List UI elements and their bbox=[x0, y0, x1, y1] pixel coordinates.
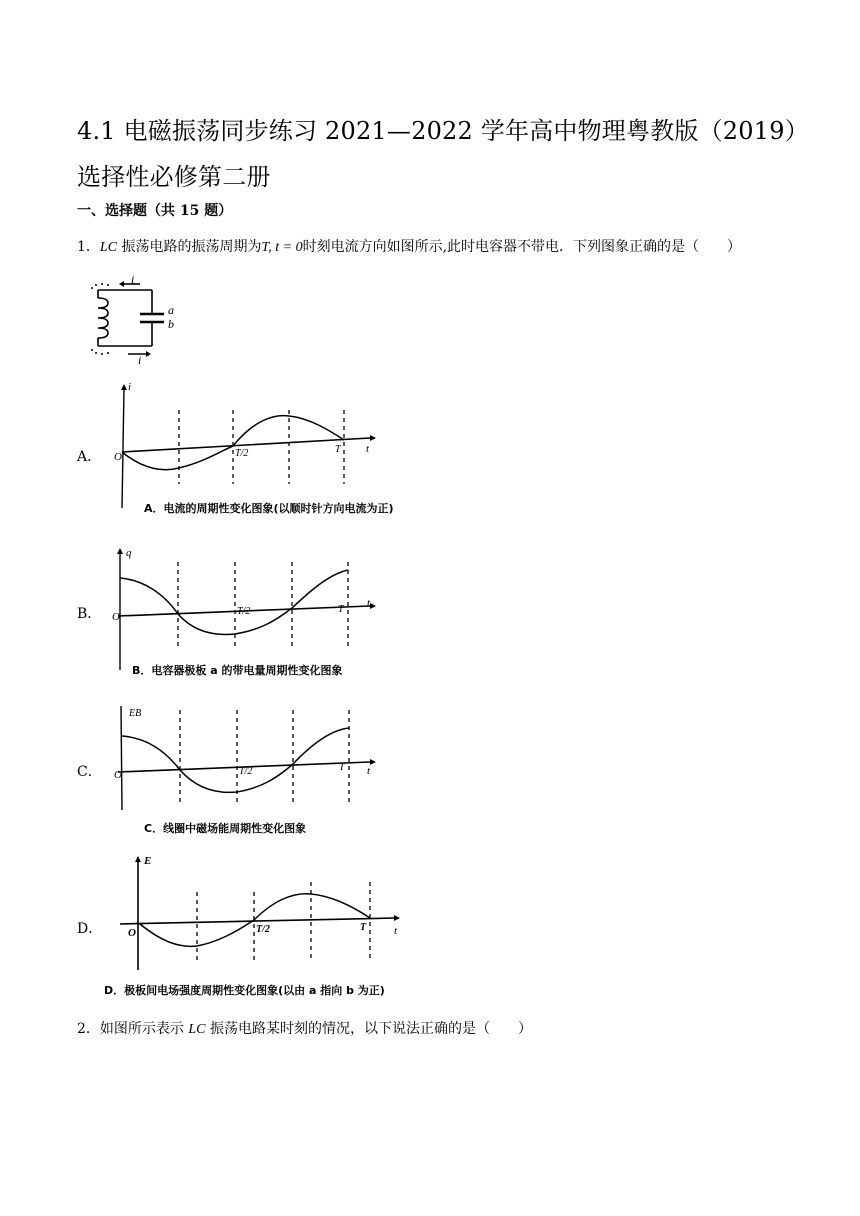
t-axis-label: t bbox=[366, 443, 370, 455]
option-b-letter[interactable]: B． bbox=[77, 606, 102, 622]
period-label: T bbox=[335, 444, 341, 455]
half-period-label: T/2 bbox=[239, 766, 253, 777]
origin-label: O bbox=[112, 611, 120, 623]
option-d-caption: D．极板间电场强度周期性变化图象(以由 a 指向 b 为正) bbox=[104, 984, 385, 997]
charge-curve bbox=[120, 570, 348, 634]
t-axis-label: t bbox=[394, 925, 398, 937]
y-axis-label: EB bbox=[129, 708, 142, 719]
period-variable: T, t = 0 bbox=[261, 240, 303, 255]
option-c-graph[interactable] bbox=[104, 700, 394, 840]
question-2 bbox=[77, 1018, 532, 1038]
t-axis-label: t bbox=[367, 597, 371, 609]
option-a-letter[interactable]: A． bbox=[77, 449, 102, 465]
question-text: 时刻电流方向如图所示,此时电容器不带电．下列图象正确的是（ ） bbox=[302, 239, 742, 255]
option-b-graph[interactable] bbox=[104, 542, 394, 682]
half-period-label: T/2 bbox=[237, 606, 251, 617]
question-text: 振荡电路某时刻的情况，以下说法正确的是（ ） bbox=[205, 1021, 532, 1037]
half-period-label: T/2 bbox=[256, 924, 270, 935]
origin-label: O bbox=[128, 927, 136, 939]
option-a-graph[interactable] bbox=[104, 380, 394, 520]
lc-circuit-diagram bbox=[84, 276, 194, 364]
lc-symbol: LC bbox=[188, 1022, 206, 1037]
period-label: T bbox=[360, 922, 367, 933]
y-axis-label: q bbox=[126, 547, 132, 559]
plate-a-label: a bbox=[168, 303, 174, 317]
half-period-label: T/2 bbox=[235, 448, 249, 459]
option-b-caption: B．电容器极板 a 的带电量周期性变化图象 bbox=[132, 664, 343, 677]
option-d-graph[interactable] bbox=[104, 852, 414, 1000]
option-c-letter[interactable]: C． bbox=[77, 764, 102, 780]
plate-b-label: b bbox=[168, 317, 174, 331]
current-arrow-bottom bbox=[146, 351, 151, 357]
origin-label: O bbox=[114, 769, 122, 781]
question-number: 2． bbox=[77, 1021, 100, 1037]
current-arrow-top bbox=[119, 281, 124, 287]
question-number: 1． bbox=[77, 239, 100, 255]
option-d-letter[interactable]: D． bbox=[77, 921, 103, 937]
current-label-top: i bbox=[131, 276, 135, 286]
y-axis-label: E bbox=[144, 855, 152, 867]
document-title: 4.1 电磁振荡同步练习 2021—2022 学年高中物理粤教版（2019）选择性必修第二册 bbox=[77, 117, 797, 191]
t-axis-label: t bbox=[367, 765, 371, 777]
origin-label: O bbox=[114, 451, 122, 463]
magnetic-energy-curve bbox=[122, 728, 349, 792]
y-axis-label: i bbox=[128, 381, 132, 393]
question-text: 如图所示表示 bbox=[99, 1021, 189, 1037]
option-a-caption: A．电流的周期性变化图象(以顺时针方向电流为正) bbox=[144, 502, 394, 515]
lc-symbol: LC bbox=[99, 240, 118, 255]
question-1 bbox=[77, 236, 741, 256]
period-label: T bbox=[339, 762, 345, 773]
section-heading: 一、选择题（共 15 题） bbox=[77, 203, 233, 219]
option-c-caption: C．线圈中磁场能周期性变化图象 bbox=[144, 822, 307, 835]
period-label: T bbox=[338, 604, 344, 615]
current-label-bottom: i bbox=[138, 353, 142, 364]
inductor-coil bbox=[98, 298, 108, 338]
question-text: 振荡电路的振荡周期为 bbox=[117, 239, 262, 255]
